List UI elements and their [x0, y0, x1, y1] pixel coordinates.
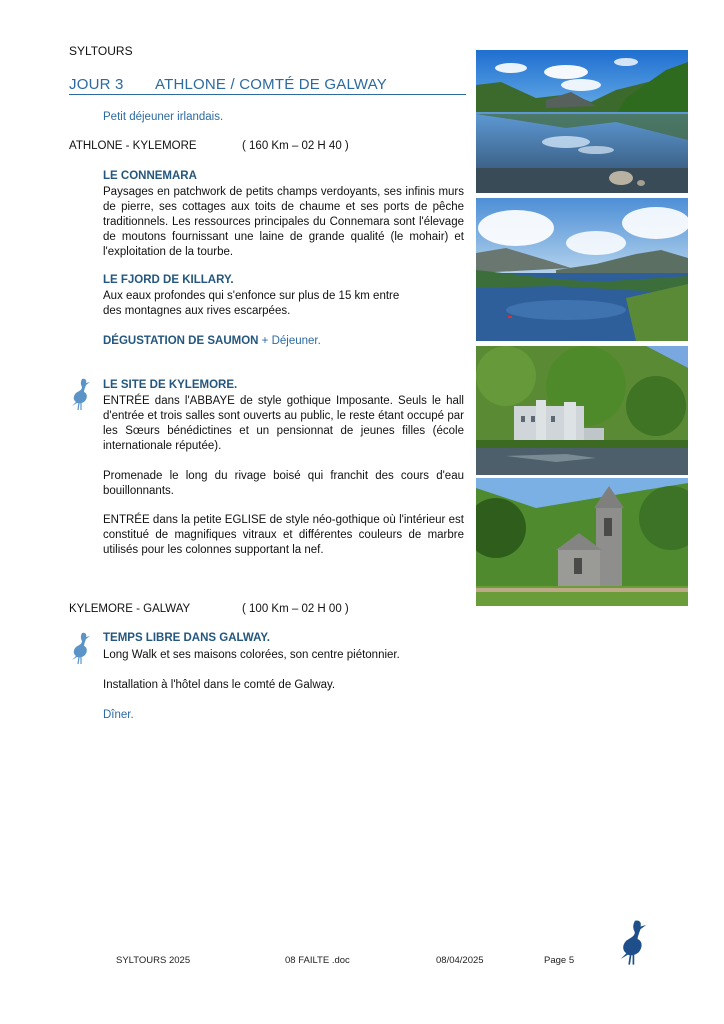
route-from-to: KYLEMORE - GALWAY [69, 603, 191, 615]
heron-icon [68, 631, 92, 665]
route-from-to: ATHLONE - KYLEMORE [69, 140, 197, 152]
kylemore-walk-text: Promenade le long du rivage boisé qui franchit des cours d'eau bouillonnants. [103, 470, 464, 497]
heron-logo-icon [615, 918, 649, 966]
galway-text: Long Walk et ses maisons colorées, son centre piétonnier. [103, 649, 400, 661]
day-label: JOUR 3 [69, 76, 124, 93]
dinner-note: Dîner. [103, 709, 134, 721]
kylemore-heading: LE SITE DE KYLEMORE. [103, 379, 238, 391]
route-athlone-kylemore [69, 140, 349, 152]
footer-filename: 08 FAILTE .doc [285, 955, 350, 966]
killary-line-2: des montagnes aux rives escarpées. [103, 305, 291, 317]
route-kylemore-galway [69, 603, 349, 615]
footer-company: SYLTOURS 2025 [116, 955, 191, 966]
hotel-note: Installation à l'hôtel dans le comté de Galway. [103, 679, 336, 691]
killary-fjord-photo [476, 198, 688, 341]
lunch-note: + Déjeuner. [258, 335, 321, 347]
connemara-text: Paysages en patchwork de petits champs verdoyants, ses infinis murs de pierre, ses cottages aux toits de chaume et ses ports de pêche traditionnels. Les ressources principales du Connemara sont l'élevage de moutons fournissant une laine de grande qualité (le mohair) et l'exploitation de la tourbe. [103, 186, 464, 258]
breakfast-note: Petit déjeuner irlandais. [103, 111, 224, 123]
killary-heading: LE FJORD DE KILLARY. [103, 274, 234, 286]
route-distance: ( 100 Km – 02 H 00 ) [242, 603, 349, 615]
salmon-heading: DÉGUSTATION DE SAUMON [103, 335, 259, 347]
day-destination: ATHLONE / COMTÉ DE GALWAY [155, 76, 387, 93]
salmon-line [103, 334, 321, 349]
galway-heading: TEMPS LIBRE DANS GALWAY. [103, 632, 270, 644]
day-title [69, 76, 387, 93]
lake-reflection-photo [476, 50, 688, 193]
brand-header: SYLTOURS [69, 44, 133, 58]
footer-date: 08/04/2025 [436, 955, 484, 966]
title-divider [69, 94, 466, 95]
kylemore-abbey-photo [476, 346, 688, 475]
route-distance: ( 160 Km – 02 H 40 ) [242, 140, 349, 152]
connemara-heading: LE CONNEMARA [103, 170, 197, 182]
killary-line-1: Aux eaux profondes qui s'enfonce sur plus de 15 km entre [103, 290, 400, 302]
kylemore-abbey-text: ENTRÉE dans l'ABBAYE de style gothique Imposante. Seuls le hall d'entrée et trois salles sont ouverts au public, le reste étant occupé par les Sœurs bénédictines et un pensionnat de jeunes filles (école internationale réputée). [103, 395, 464, 452]
footer-page-number: Page 5 [544, 955, 575, 966]
heron-icon [68, 377, 92, 411]
gothic-church-photo [476, 478, 688, 606]
kylemore-church-text: ENTRÉE dans la petite EGLISE de style néo-gothique où l'intérieur est constitué de magnifiques vitraux et différentes couleurs de marbre utilisés pour les colonnes supportant la nef. [103, 514, 464, 556]
